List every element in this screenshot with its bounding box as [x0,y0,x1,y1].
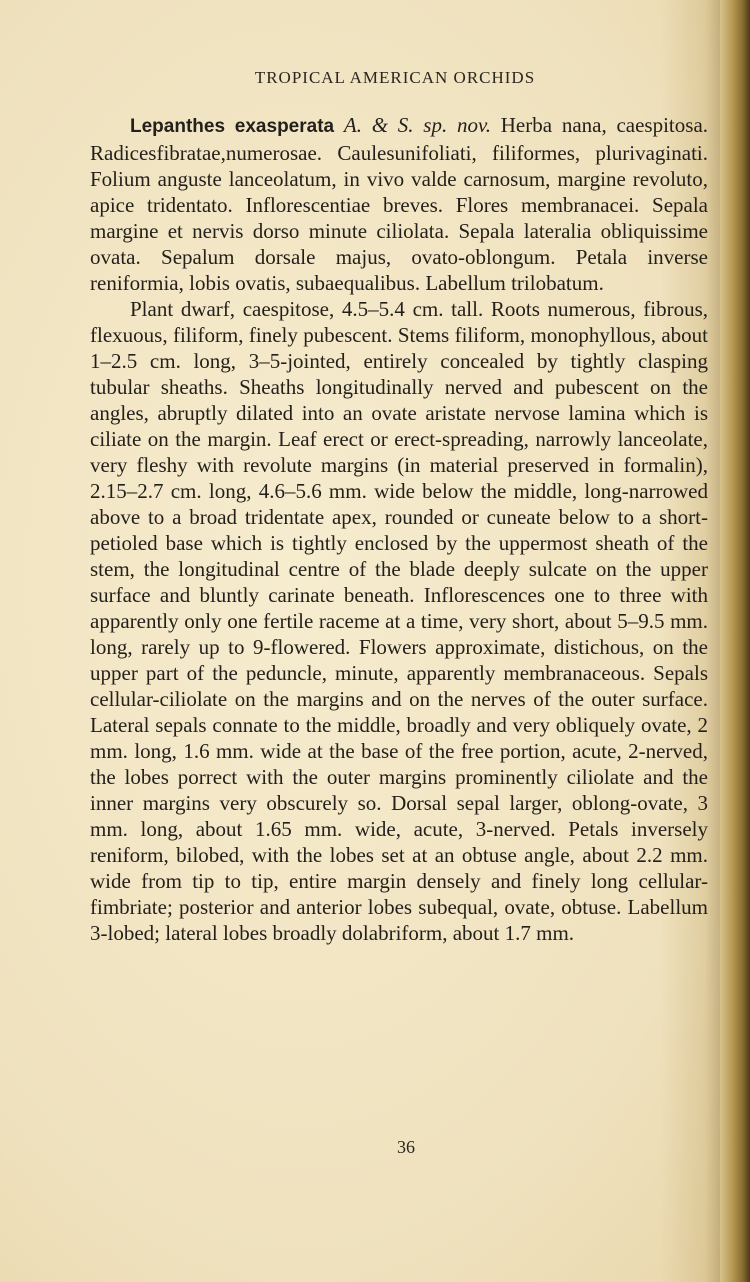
latin-diagnosis-paragraph [90,112,708,296]
book-binding-shadow [720,0,750,1282]
english-description-paragraph: Plant dwarf, caespitose, 4.5–5.4 cm. tall. Roots numerous, fibrous, flexuous, filiform, finely pubescent. Stems filiform, monophyllous, about 1–2.5 cm. long, 3–5-jointed, entirely concealed by tightly clasping tubular sheaths. Sheaths longitudinally nerved and pubescent on the angles, abruptly dilated into an ovate aristate nervose lamina which is ciliate on the margin. Leaf erect or erect-spreading, narrowly lanceolate, very fleshy with revolute margins (in material preserved in formalin), 2.15–2.7 cm. long, 4.6–5.6 mm. wide below the middle, long-narrowed above to a broad tridentate apex, rounded or cuneate below to a short-petioled base which is tightly enclosed by the uppermost sheath of the stem, the longitudinal centre of the blade deeply sulcate on the upper surface and bluntly carinate beneath. Inflorescences one to three with apparently only one fertile raceme at a time, very short, about 5–9.5 mm. long, rarely up to 9-flowered. Flowers approximate, distichous, on the upper part of the peduncle, minute, apparently membranaceous. Sepals cellular-ciliolate on the margins and on the nerves of the outer surface. Lateral sepals connate to the middle, broadly and very obliquely ovate, 2 mm. long, 1.6 mm. wide at the base of the free portion, acute, 2-nerved, the lobes porrect with the outer margins prominently ciliolate and the inner margins very obscurely so. Dorsal sepal larger, oblong-ovate, 3 mm. long, about 1.65 mm. wide, acute, 3-nerved. Petals inversely reniform, bilobed, with the lobes set at an obtuse angle, about 2.2 mm. wide from tip to tip, entire margin densely and finely long cellular-fimbriate; posterior and anterior lobes subequal, ovate, obtuse. Labellum 3-lobed; lateral lobes broadly dolabriform, about 1.7 mm. [90,297,708,945]
page-number: 36 [397,1137,415,1157]
latin-diagnosis: Herba nana, caespitosa. Radicesfibratae,numerosae. Caulesunifoliati, filiformes, plurivaginati. Folium anguste lanceolatum, in vivo valde carnosum, margine revoluto, apice tridentato. Inflorescentiae breves. Flores membranacei. Sepala margine et nervis dorso minute ciliolata. Sepala lateralia obliquissime ovata. Sepalum dorsale majus, ovato-oblongum. Petala inverse reniformia, lobis ovatis, subaequalibus. Labellum trilobatum. [90,113,709,295]
species-description [90,112,708,946]
species-name: Lepanthes exasperata [130,116,335,137]
species-authority: A. & S. sp. nov. [343,113,491,137]
running-header: TROPICAL AMERICAN ORCHIDS [254,68,536,87]
